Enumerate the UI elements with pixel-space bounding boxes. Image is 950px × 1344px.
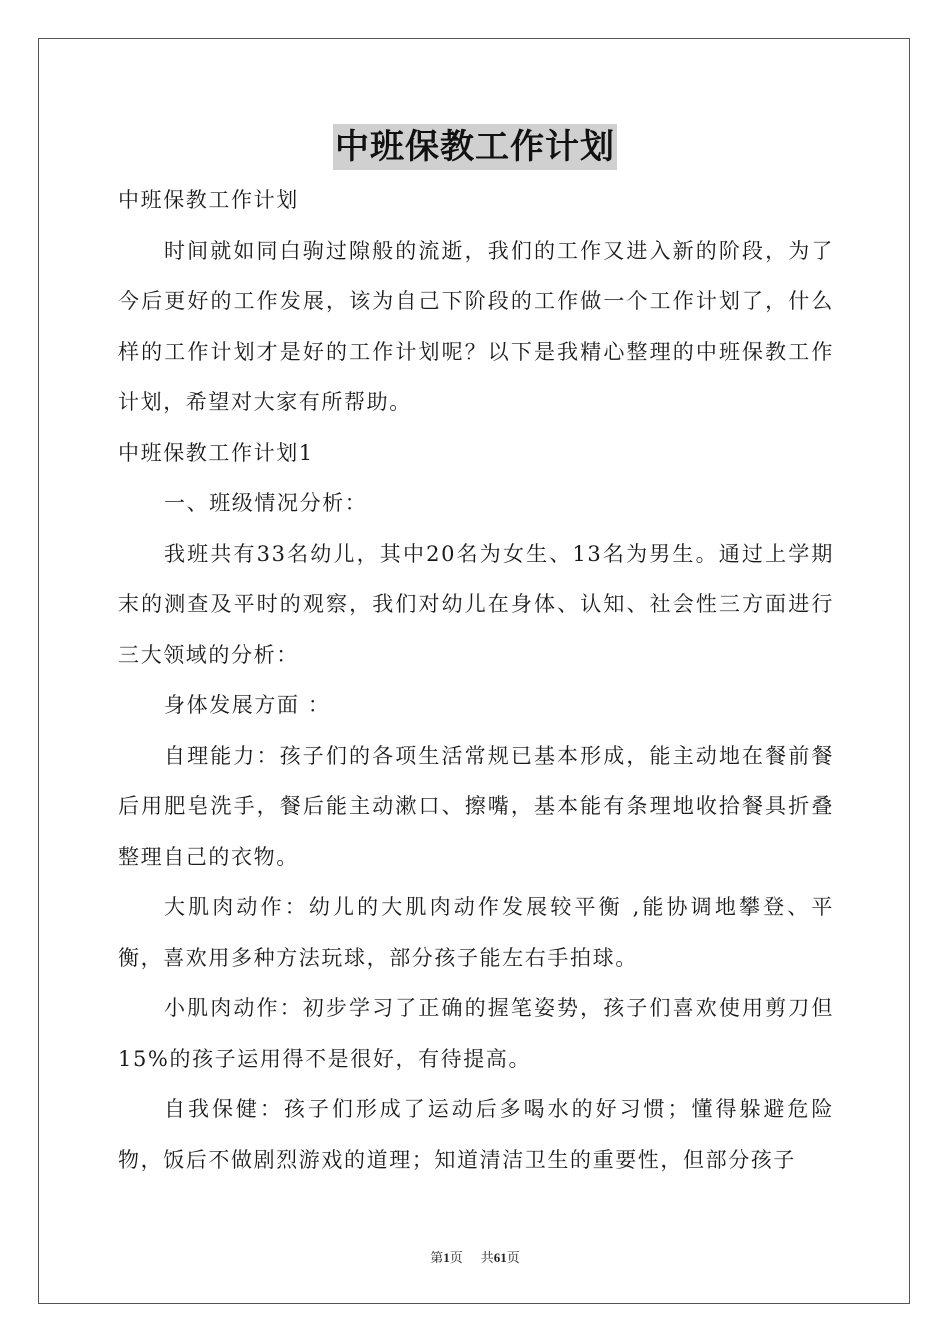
- total-prefix: 共: [480, 1250, 494, 1265]
- page-number: 1: [443, 1250, 450, 1265]
- paragraph-6: 自理能力：孩子们的各项生活常规已基本形成，能主动地在餐前餐后用肥皂洗手，餐后能主动漱口、擦嘴，基本能有条理地收拾餐具折叠整理自己的衣物。: [118, 743, 834, 869]
- page-prefix: 第: [430, 1250, 444, 1265]
- page-suffix: 页: [449, 1250, 463, 1265]
- paragraph-2: 中班保教工作计划1: [118, 440, 314, 465]
- page-footer: [0, 1247, 950, 1266]
- title-container: [0, 124, 950, 170]
- paragraph-8: 小肌肉动作：初步学习了正确的握笔姿势，孩子们喜欢使用剪刀但 15%的孩子运用得不是很好，有待提高。: [118, 996, 834, 1071]
- document-body: [118, 175, 834, 1185]
- paragraph-9: 自我保健：孩子们形成了运动后多喝水的好习惯；懂得躲避危险物，饭后不做剧烈游戏的道理；知道清洁卫生的重要性，但部分孩子: [118, 1097, 834, 1172]
- document-title: 中班保教工作计划: [333, 124, 617, 170]
- paragraph-7: 大肌肉动作：幼儿的大肌肉动作发展较平衡 ,能协调地攀登、平衡，喜欢用多种方法玩球，部分孩子能左右手拍球。: [118, 895, 834, 970]
- paragraph-4: 我班共有33名幼儿，其中20名为女生、13名为男生。通过上学期末的测查及平时的观察，我们对幼儿在身体、认知、社会性三方面进行三大领域的分析：: [118, 541, 834, 667]
- paragraph-3: 一、班级情况分析：: [164, 491, 368, 515]
- paragraph-1: 时间就如同白驹过隙般的流逝，我们的工作又进入新的阶段，为了今后更好的工作发展，该为自己下阶段的工作做一个工作计划了，什么样的工作计划才是好的工作计划呢？以下是我精心整理的中班保教工作计划，希望对大家有所帮助。: [118, 238, 834, 414]
- total-pages: 61: [493, 1250, 507, 1265]
- paragraph-0: 中班保教工作计划: [118, 188, 299, 212]
- total-suffix: 页: [506, 1250, 520, 1265]
- paragraph-5: 身体发展方面 ：: [164, 693, 331, 717]
